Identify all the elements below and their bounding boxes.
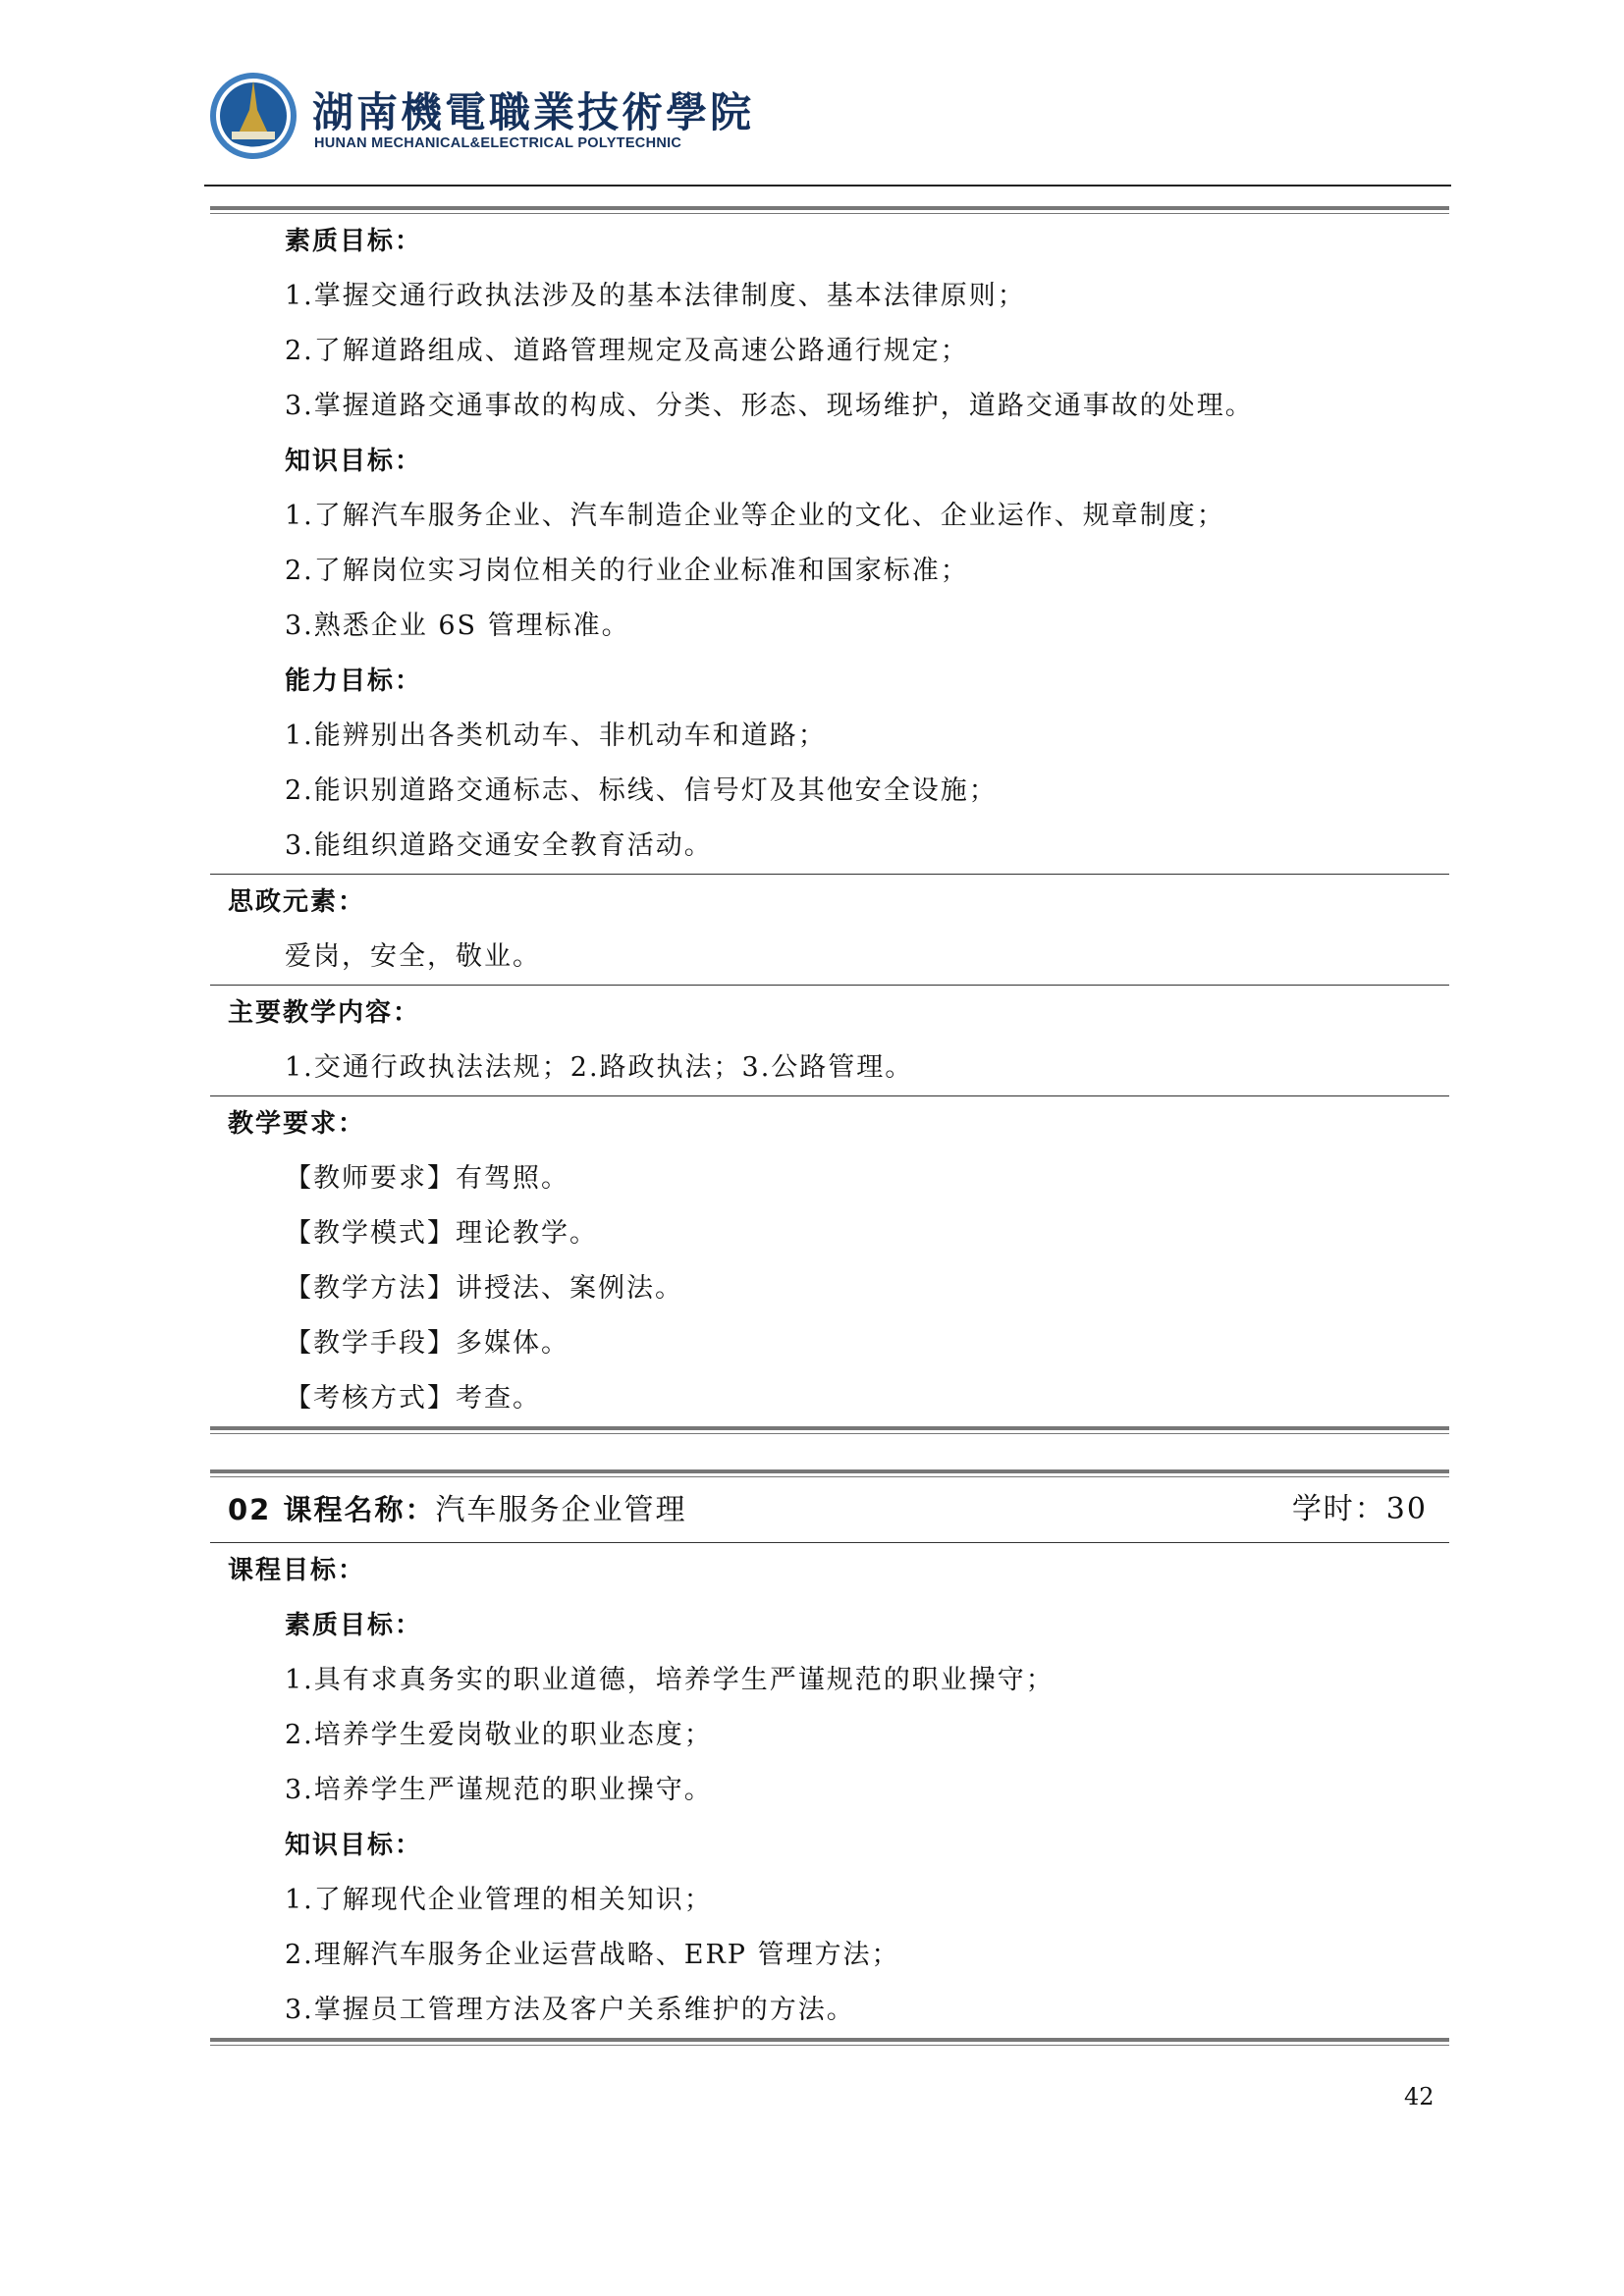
course-name: 汽车服务企业管理	[435, 1493, 687, 1527]
content-heading: 主要教学内容：	[228, 998, 421, 1028]
requirements-heading: 教学要求：	[228, 1109, 366, 1139]
requirement-item: 【教学手段】多媒体。	[285, 1328, 569, 1359]
school-name-cn: 湖南機電職業技術學院	[312, 88, 755, 136]
ability-item: 3.能组织道路交通安全教育活动。	[285, 830, 713, 861]
page-number: 42	[1404, 2083, 1435, 2110]
knowledge-item: 2.理解汽车服务企业运营战略、ERP 管理方法；	[285, 1940, 900, 1970]
course-title	[228, 1477, 686, 1542]
ideology-text: 爱岗，安全，敬业。	[285, 941, 541, 972]
quality-item: 3.掌握道路交通事故的构成、分类、形态、现场维护，道路交通事故的处理。	[285, 391, 1254, 421]
ability-heading: 能力目标：	[285, 667, 423, 696]
knowledge-heading: 知识目标：	[285, 1831, 423, 1860]
quality-item: 1.掌握交通行政执法涉及的基本法律制度、基本法律原则；	[285, 281, 1026, 311]
school-name-en: HUNAN MECHANICAL&ELECTRICAL POLYTECHNIC	[314, 135, 682, 151]
requirement-item: 【教学模式】理论教学。	[285, 1218, 598, 1249]
quality-heading: 素质目标：	[285, 1611, 423, 1640]
quality-heading: 素质目标：	[285, 227, 423, 256]
quality-item: 2.培养学生爱岗敬业的职业态度；	[285, 1720, 713, 1750]
header-divider	[204, 185, 1451, 187]
knowledge-item: 3.熟悉企业 6S 管理标准。	[285, 611, 630, 641]
table-bottom-rule	[210, 2038, 1449, 2046]
content-text: 1.交通行政执法法规；2.路政执法；3.公路管理。	[285, 1052, 914, 1083]
course-title-row	[210, 1477, 1449, 1542]
quality-item: 1.具有求真务实的职业道德，培养学生严谨规范的职业操守；	[285, 1665, 1055, 1695]
knowledge-heading: 知识目标：	[285, 447, 423, 476]
ideology-heading: 思政元素：	[228, 887, 366, 917]
knowledge-item: 1.了解现代企业管理的相关知识；	[285, 1885, 713, 1915]
course-label: 02 课程名称：	[228, 1493, 436, 1526]
knowledge-item: 3.掌握员工管理方法及客户关系维护的方法。	[285, 1995, 855, 2025]
requirement-item: 【考核方式】考查。	[285, 1383, 541, 1414]
table-top-rule	[210, 1469, 1449, 1477]
school-emblem-icon	[208, 71, 298, 161]
knowledge-item: 2.了解岗位实习岗位相关的行业企业标准和国家标准；	[285, 556, 969, 586]
course-hours: 学时：30	[1291, 1492, 1428, 1526]
ability-item: 2.能识别道路交通标志、标线、信号灯及其他安全设施；	[285, 775, 998, 806]
quality-item: 2.了解道路组成、道路管理规定及高速公路通行规定；	[285, 336, 969, 366]
page-header	[204, 63, 1451, 171]
knowledge-item: 1.了解汽车服务企业、汽车制造企业等企业的文化、企业运作、规章制度；	[285, 501, 1225, 531]
table-top-rule	[210, 206, 1449, 214]
requirement-item: 【教师要求】有驾照。	[285, 1163, 569, 1194]
table-bottom-rule	[210, 1426, 1449, 1434]
course-goals-heading: 课程目标：	[228, 1556, 366, 1585]
ability-item: 1.能辨别出各类机动车、非机动车和道路；	[285, 721, 827, 751]
page-body	[210, 206, 1449, 2046]
requirement-item: 【教学方法】讲授法、案例法。	[285, 1273, 683, 1304]
quality-item: 3.培养学生严谨规范的职业操守。	[285, 1775, 713, 1805]
